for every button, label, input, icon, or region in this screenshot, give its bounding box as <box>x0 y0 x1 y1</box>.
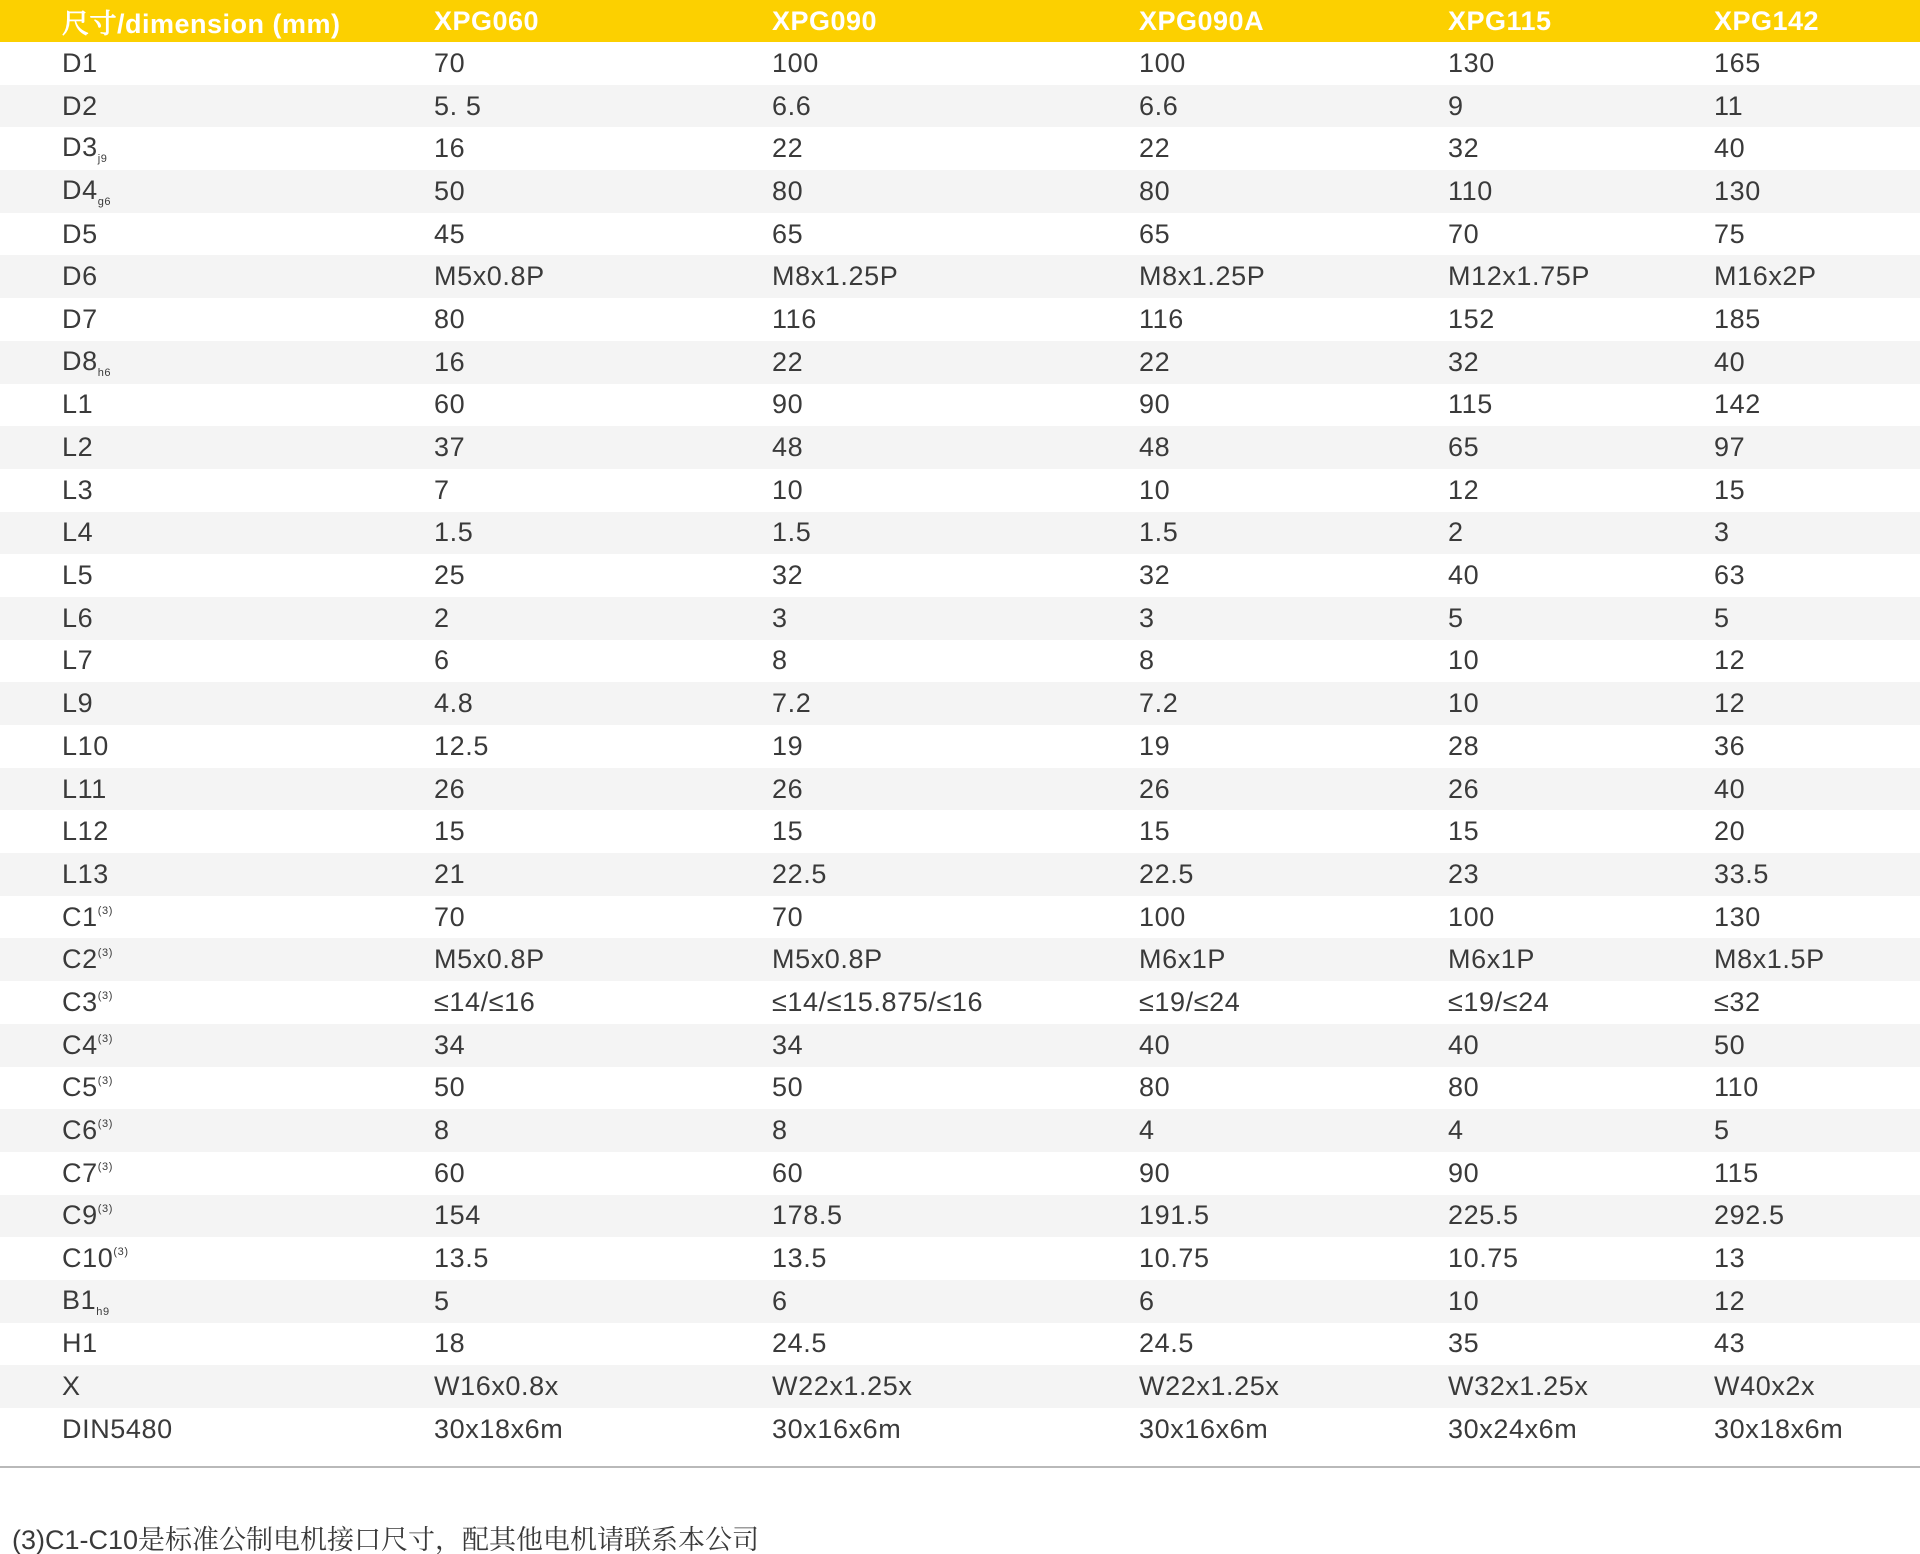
table-cell: 80 <box>1139 1072 1171 1103</box>
table-cell: 50 <box>434 175 466 206</box>
table-cell: 18 <box>434 1328 466 1359</box>
table-cell: 8 <box>1139 645 1155 676</box>
row-label <box>0 1152 434 1195</box>
table-cell: 45 <box>434 218 466 249</box>
table-cell: 60 <box>434 1157 466 1188</box>
table-row <box>0 554 1920 597</box>
table-cell: 23 <box>1448 858 1480 889</box>
table-cell: 178.5 <box>772 1200 843 1231</box>
table-row <box>0 597 1920 640</box>
table-cell: 10.75 <box>1139 1243 1210 1274</box>
table-row <box>0 640 1920 683</box>
table-cell: ≤14/≤15.875/≤16 <box>772 986 984 1017</box>
table-cell: 2 <box>1448 517 1464 548</box>
row-label-text: L4 <box>62 517 94 548</box>
table-row <box>0 810 1920 853</box>
table-cell: 37 <box>434 432 466 463</box>
row-label-text: X <box>62 1371 81 1402</box>
footnote-marker: (3) <box>97 1032 113 1045</box>
table-row <box>0 512 1920 555</box>
table-row <box>0 384 1920 427</box>
table-cell: 40 <box>1139 1029 1171 1060</box>
row-label-text: L7 <box>62 645 94 676</box>
table-cell: 28 <box>1448 730 1480 761</box>
row-label-text: L6 <box>62 602 94 633</box>
table-cell: 110 <box>1448 175 1493 206</box>
table-cell: 2 <box>434 602 450 633</box>
table-cell: 7.2 <box>772 688 812 719</box>
table-cell: 48 <box>1139 432 1171 463</box>
table-row <box>0 938 1920 981</box>
table-cell: 10 <box>1448 1285 1480 1316</box>
table-cell: ≤19/≤24 <box>1139 986 1241 1017</box>
table-cell: 26 <box>1139 773 1171 804</box>
row-label-text: D2 <box>62 90 98 121</box>
table-cell: 154 <box>434 1200 481 1231</box>
table-cell: 7.2 <box>1139 688 1179 719</box>
tolerance-subscript: j9 <box>97 153 108 166</box>
table-cell: 60 <box>772 1157 804 1188</box>
row-label-text: D1 <box>62 47 98 78</box>
table-cell: 13 <box>1714 1243 1746 1274</box>
row-label <box>0 255 434 298</box>
table-cell: 16 <box>434 346 466 377</box>
header-row <box>0 0 1920 42</box>
bottom-rule <box>0 1466 1920 1468</box>
table-cell: 116 <box>1139 303 1184 334</box>
table-cell: 6 <box>434 645 450 676</box>
row-label-text: L5 <box>62 560 94 591</box>
row-label <box>0 1365 434 1408</box>
table-cell: 1.5 <box>772 517 812 548</box>
table-cell: 50 <box>772 1072 804 1103</box>
table-cell: 100 <box>1448 901 1495 932</box>
tolerance-subscript: g6 <box>97 195 112 208</box>
table-cell: 36 <box>1714 730 1746 761</box>
table-row <box>0 1195 1920 1238</box>
table-cell: 7 <box>434 474 450 505</box>
table-cell: 25 <box>434 560 466 591</box>
footnote-marker: (3) <box>97 989 113 1002</box>
table-cell: 130 <box>1714 901 1761 932</box>
table-cell: 40 <box>1448 1029 1480 1060</box>
table-cell: 6.6 <box>1139 90 1179 121</box>
table-row <box>0 1109 1920 1152</box>
table-cell: 5 <box>434 1285 450 1316</box>
table-row <box>0 1323 1920 1366</box>
table-cell: W16x0.8x <box>434 1371 559 1402</box>
table-cell: 115 <box>1448 389 1493 420</box>
table-cell: 5. 5 <box>434 90 482 121</box>
table-cell: 12.5 <box>434 730 489 761</box>
row-label-text: D4 <box>62 174 98 205</box>
row-label-text: L10 <box>62 730 109 761</box>
table-cell: M16x2P <box>1714 261 1817 292</box>
row-label-text: D7 <box>62 303 98 334</box>
table-cell: 15 <box>772 816 804 847</box>
table-cell: 12 <box>1714 645 1746 676</box>
row-label-text: L1 <box>62 389 94 420</box>
table-cell: 65 <box>772 218 804 249</box>
table-row <box>0 1280 1920 1323</box>
table-cell: M12x1.75P <box>1448 261 1590 292</box>
table-cell: 65 <box>1448 432 1480 463</box>
row-label-text: DIN5480 <box>62 1413 173 1444</box>
table-cell: 34 <box>772 1029 804 1060</box>
table-cell: 90 <box>1448 1157 1480 1188</box>
row-label-text: B1 <box>62 1284 97 1315</box>
row-label <box>0 1408 434 1451</box>
table-cell: 100 <box>772 47 819 78</box>
table-cell: 40 <box>1448 560 1480 591</box>
row-label <box>0 512 434 555</box>
row-label <box>0 1024 434 1067</box>
table-cell: 5 <box>1714 1115 1730 1146</box>
table-cell: 30x24x6m <box>1448 1413 1578 1444</box>
table-cell: 35 <box>1448 1328 1480 1359</box>
table-cell: 130 <box>1448 47 1495 78</box>
table-cell: 116 <box>772 303 817 334</box>
table-row <box>0 981 1920 1024</box>
footnote-marker: (3) <box>97 1118 113 1131</box>
row-label-text: L3 <box>62 474 94 505</box>
table-cell: 32 <box>1448 346 1480 377</box>
row-label <box>0 640 434 683</box>
row-label <box>0 1195 434 1238</box>
row-label <box>0 853 434 896</box>
table-row <box>0 725 1920 768</box>
table-cell: 5 <box>1448 602 1464 633</box>
table-cell: 292.5 <box>1714 1200 1785 1231</box>
row-label <box>0 938 434 981</box>
table-cell: 10 <box>1139 474 1171 505</box>
table-row <box>0 255 1920 298</box>
row-label-text: L9 <box>62 688 94 719</box>
table-cell: 40 <box>1714 773 1746 804</box>
table-cell: 80 <box>1139 175 1171 206</box>
table-cell: 70 <box>434 47 466 78</box>
table-cell: 9 <box>1448 90 1464 121</box>
row-label <box>0 1067 434 1110</box>
row-label-text: L12 <box>62 816 109 847</box>
table-cell: 70 <box>434 901 466 932</box>
row-label-text: D8 <box>62 345 98 376</box>
table-cell: 40 <box>1714 133 1746 164</box>
table-row <box>0 426 1920 469</box>
table-cell: W32x1.25x <box>1448 1371 1589 1402</box>
table-cell: 16 <box>434 133 466 164</box>
row-label-text: D6 <box>62 261 98 292</box>
row-label <box>0 682 434 725</box>
header-model: XPG142 <box>1714 5 1820 36</box>
row-label <box>0 384 434 427</box>
table-cell: M5x0.8P <box>434 944 545 975</box>
table-cell: 30x16x6m <box>1139 1413 1269 1444</box>
table-row <box>0 1365 1920 1408</box>
row-label-text: C9 <box>62 1200 98 1231</box>
footnote-marker: (3) <box>97 947 113 960</box>
row-label-text: C1 <box>62 901 98 932</box>
table-cell: 97 <box>1714 432 1746 463</box>
table-cell: 11 <box>1714 90 1744 121</box>
row-label <box>0 725 434 768</box>
table-cell: 6 <box>1139 1285 1155 1316</box>
table-cell: 80 <box>1448 1072 1480 1103</box>
row-label-text: L13 <box>62 858 109 889</box>
table-cell: 8 <box>434 1115 450 1146</box>
table-cell: 24.5 <box>772 1328 827 1359</box>
table-cell: ≤32 <box>1714 986 1761 1017</box>
table-cell: 185 <box>1714 303 1761 334</box>
table-cell: 5 <box>1714 602 1730 633</box>
table-cell: 32 <box>1139 560 1171 591</box>
table-cell: 75 <box>1714 218 1746 249</box>
table-row <box>0 1152 1920 1195</box>
table-cell: 8 <box>772 645 788 676</box>
row-label-text: D5 <box>62 218 98 249</box>
table-cell: 26 <box>1448 773 1480 804</box>
table-cell: 10 <box>1448 645 1480 676</box>
table-cell: 70 <box>1448 218 1480 249</box>
row-label <box>0 1237 434 1280</box>
table-cell: M6x1P <box>1139 944 1227 975</box>
table-row <box>0 768 1920 811</box>
table-cell: W40x2x <box>1714 1371 1816 1402</box>
table-cell: W22x1.25x <box>772 1371 913 1402</box>
table-cell: 1.5 <box>1139 517 1179 548</box>
table-cell: 100 <box>1139 47 1186 78</box>
table-cell: 15 <box>434 816 466 847</box>
tolerance-subscript: h9 <box>96 1305 110 1318</box>
table-cell: 90 <box>772 389 804 420</box>
table-cell: 4.8 <box>434 688 474 719</box>
table-cell: 30x18x6m <box>434 1413 564 1444</box>
row-label <box>0 85 434 128</box>
table-cell: 26 <box>772 773 804 804</box>
table-cell: 165 <box>1714 47 1761 78</box>
table-cell: 10 <box>1448 688 1480 719</box>
table-cell: 22 <box>1139 346 1171 377</box>
table-cell: 80 <box>772 175 804 206</box>
table-cell: 6.6 <box>772 90 812 121</box>
row-label-text: L2 <box>62 432 94 463</box>
table-cell: 12 <box>1714 1285 1746 1316</box>
table-cell: 30x18x6m <box>1714 1413 1844 1444</box>
table-cell: 50 <box>1714 1029 1746 1060</box>
table-cell: 80 <box>434 303 466 334</box>
table-row <box>0 1408 1920 1451</box>
footnote-marker: (3) <box>97 1075 113 1088</box>
table-cell: 90 <box>1139 389 1171 420</box>
row-label-text: C2 <box>62 944 98 975</box>
table-cell: 22 <box>1139 133 1171 164</box>
table-cell: 40 <box>1714 346 1746 377</box>
table-row <box>0 853 1920 896</box>
row-label <box>0 1323 434 1366</box>
table-cell: 13.5 <box>772 1243 827 1274</box>
table-cell: 100 <box>1139 901 1186 932</box>
table-body <box>0 42 1920 1451</box>
row-label-text: H1 <box>62 1328 98 1359</box>
table-row <box>0 1024 1920 1067</box>
table-header <box>0 0 1920 42</box>
row-label <box>0 426 434 469</box>
table-cell: 22.5 <box>1139 858 1194 889</box>
row-label <box>0 1109 434 1152</box>
table-cell: M8x1.25P <box>772 261 899 292</box>
table-cell: 20 <box>1714 816 1746 847</box>
row-label-text: C3 <box>62 986 98 1017</box>
table-cell: 22 <box>772 133 804 164</box>
table-row <box>0 682 1920 725</box>
header-model: XPG090A <box>1139 5 1265 36</box>
header-dimension: 尺寸/dimension (mm) <box>62 8 341 39</box>
row-label <box>0 554 434 597</box>
table-cell: 115 <box>1714 1157 1759 1188</box>
table-cell: 3 <box>1139 602 1155 633</box>
table-cell: 191.5 <box>1139 1200 1210 1231</box>
table-cell: 15 <box>1139 816 1171 847</box>
row-label-text: D3 <box>62 132 98 163</box>
row-label-text: C7 <box>62 1157 98 1188</box>
table-cell: M8x1.25P <box>1139 261 1266 292</box>
table-cell: 15 <box>1448 816 1480 847</box>
table-cell: 48 <box>772 432 804 463</box>
table-cell: 8 <box>772 1115 788 1146</box>
table-cell: 152 <box>1448 303 1495 334</box>
row-label-text: C10 <box>62 1243 114 1274</box>
table-cell: 19 <box>1139 730 1171 761</box>
table-cell: 4 <box>1139 1115 1155 1146</box>
table-row <box>0 469 1920 512</box>
footnote-marker: (3) <box>97 1203 113 1216</box>
table-cell: 13.5 <box>434 1243 489 1274</box>
row-label <box>0 42 434 85</box>
header-model: XPG115 <box>1448 5 1552 36</box>
footnote-marker: (3) <box>97 904 113 917</box>
table-cell: 19 <box>772 730 804 761</box>
table-cell: 3 <box>1714 517 1730 548</box>
table-row <box>0 170 1920 213</box>
header-model: XPG090 <box>772 5 878 36</box>
table-cell: W22x1.25x <box>1139 1371 1280 1402</box>
table-cell: 225.5 <box>1448 1200 1519 1231</box>
row-label <box>0 341 434 384</box>
table-cell: 63 <box>1714 560 1746 591</box>
row-label <box>0 127 434 170</box>
table-row <box>0 85 1920 128</box>
table-cell: 6 <box>772 1285 788 1316</box>
table-row <box>0 42 1920 85</box>
table-cell: 142 <box>1714 389 1761 420</box>
table-cell: 12 <box>1714 688 1746 719</box>
table-row <box>0 1237 1920 1280</box>
row-label <box>0 981 434 1024</box>
table-cell: 15 <box>1714 474 1746 505</box>
row-label <box>0 597 434 640</box>
row-label <box>0 896 434 939</box>
table-cell: 34 <box>434 1029 466 1060</box>
table-cell: 21 <box>434 858 466 889</box>
row-label-text: C5 <box>62 1072 98 1103</box>
row-label <box>0 768 434 811</box>
table-cell: 1.5 <box>434 517 474 548</box>
footnote-marker: (3) <box>97 1160 113 1173</box>
table-cell: 30x16x6m <box>772 1413 902 1444</box>
header-model: XPG060 <box>434 5 540 36</box>
table-cell: 130 <box>1714 175 1761 206</box>
table-row <box>0 127 1920 170</box>
footnote-marker: (3) <box>113 1246 129 1259</box>
table-cell: 22.5 <box>772 858 827 889</box>
row-label <box>0 810 434 853</box>
row-label <box>0 469 434 512</box>
row-label <box>0 1280 434 1323</box>
row-label <box>0 213 434 256</box>
table-cell: 43 <box>1714 1328 1746 1359</box>
table-cell: 22 <box>772 346 804 377</box>
table-cell: 60 <box>434 389 466 420</box>
table-row <box>0 298 1920 341</box>
table-cell: 50 <box>434 1072 466 1103</box>
table-cell: M8x1.5P <box>1714 944 1825 975</box>
table-cell: 90 <box>1139 1157 1171 1188</box>
table-cell: 4 <box>1448 1115 1464 1146</box>
footnote: (3)C1-C10是标准公制电机接口尺寸，配其他电机请联系本公司 <box>12 1525 760 1554</box>
table-cell: 110 <box>1714 1072 1759 1103</box>
table-cell: ≤14/≤16 <box>434 986 536 1017</box>
table-cell: M5x0.8P <box>434 261 545 292</box>
row-label-text: L11 <box>62 773 107 804</box>
table-cell: 3 <box>772 602 788 633</box>
table-cell: M5x0.8P <box>772 944 883 975</box>
table-row <box>0 341 1920 384</box>
table-row <box>0 896 1920 939</box>
table-cell: 70 <box>772 901 804 932</box>
table-cell: 26 <box>434 773 466 804</box>
tolerance-subscript: h6 <box>97 366 112 379</box>
row-label-text: C6 <box>62 1115 98 1146</box>
table-cell: 10.75 <box>1448 1243 1519 1274</box>
table-cell: 24.5 <box>1139 1328 1194 1359</box>
table-cell: 10 <box>772 474 804 505</box>
row-label-text: C4 <box>62 1029 98 1060</box>
table-cell: 32 <box>772 560 804 591</box>
table-cell: 65 <box>1139 218 1171 249</box>
table-row <box>0 1067 1920 1110</box>
row-label <box>0 298 434 341</box>
table-cell: ≤19/≤24 <box>1448 986 1550 1017</box>
table-row <box>0 213 1920 256</box>
table-cell: 33.5 <box>1714 858 1769 889</box>
table-cell: 32 <box>1448 133 1480 164</box>
table-cell: 12 <box>1448 474 1480 505</box>
table-cell: M6x1P <box>1448 944 1536 975</box>
row-label <box>0 170 434 213</box>
